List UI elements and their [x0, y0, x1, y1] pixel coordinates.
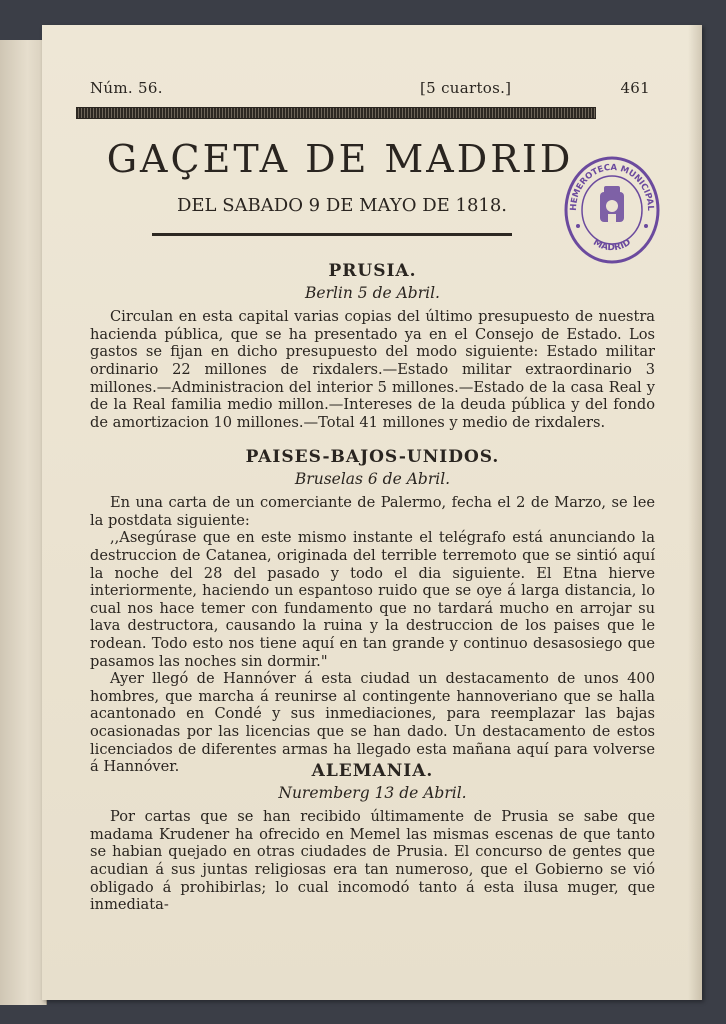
page-number: 461 [620, 79, 650, 97]
page-edge-shadow [688, 25, 702, 1000]
stamp-bottom-text: MADRID [591, 237, 633, 254]
library-stamp [562, 150, 662, 270]
paragraph: Circulan en esta capital varias copias del último presupuesto de nuestra hacienda pública, que se ha presentado ya en el Consejo de Estado. Los gastos se fijan en dicho presupuesto del modo siguiente: Estado militar ordinario 22 millones de rixdalers.—Estado militar extraordinario 3 millones.—Administracion del interior 5 millones.—Estado de la casa Real y de la Real familia medio millon.—Intereses de la deuda pública y del fondo de amortizacion 10 millones.—Total 41 millones y medio de rixdalers. [90, 308, 655, 431]
section-title-prusia: PRUSIA. [328, 261, 417, 281]
section-title-paises-bajos: PAISES-BAJOS-UNIDOS. [245, 447, 500, 467]
article-alemania [90, 763, 655, 914]
header-rule [76, 107, 596, 119]
paragraph: ,,Asegúrase que en este mismo instante el telégrafo está anunciando la destruccion de Catanea, originada del terrible terremoto que se sintió aquí la noche del 28 del pasado y todo el dia siguiente. El Etna hierve interiormente, haciendo un espantoso ruido que se oye á larga distancia, lo cual nos hace temer con fundamento que no tardará mucho en arrojar su lava destructora, causando la ruina y la destruccion de los paises que le rodean. Todo esto nos tiene aquí en tan grande y continuo desasosiego que pasamos las noches sin dormir." [90, 529, 655, 670]
paragraph: En una carta de un comerciante de Palermo, fecha el 2 de Marzo, se lee la postdata siguiente: [90, 494, 655, 529]
issue-price: [5 cuartos.] [420, 79, 512, 97]
paragraph: Ayer llegó de Hannóver á esta ciudad un destacamento de unos 400 hombres, que marcha á reunirse al contingente hannoveriano que se halla acantonado en Condé y sus inmediaciones, para reemplazar las bajas ocasionadas por las licencias que se han dado. Un destacamento de estos licenciados de diferentes armas ha llegado esta mañana aquí para volverse á Hannóver. [90, 670, 655, 776]
masthead-title: GAÇETA DE MADRID [106, 137, 574, 181]
stamp-top-text: HEMEROTECA MUNICIPAL [568, 162, 656, 212]
coat-of-arms-icon [600, 186, 624, 224]
newspaper-page [42, 25, 702, 1000]
issue-number: Núm. 56. [90, 79, 163, 97]
section-title-alemania: ALEMANIA. [311, 761, 434, 781]
article-prusia [90, 263, 655, 431]
dateline-nuremberg: Nuremberg 13 de Abril. [278, 783, 467, 802]
paragraph: Por cartas que se han recibido últimamente de Prusia se sabe que madama Krudener ha ofrecido en Memel las mismas escenas de que tanto se habian quejado en otras ciudades de Prusia. El concurso de gentes que acudian á sus juntas religiosas era tan numeroso, que el Gobierno se vió obligado á prohibirlas; lo cual incomodó tanto á esta ilusa muger, que inmediata- [90, 808, 655, 914]
left-page-edge [0, 40, 47, 1005]
dateline-bruselas: Bruselas 6 de Abril. [294, 469, 451, 488]
masthead-rule [152, 233, 512, 236]
article-paises-bajos [90, 449, 655, 776]
masthead-date: DEL SABADO 9 DE MAYO DE 1818. [176, 195, 508, 216]
dateline-berlin: Berlin 5 de Abril. [305, 283, 440, 302]
